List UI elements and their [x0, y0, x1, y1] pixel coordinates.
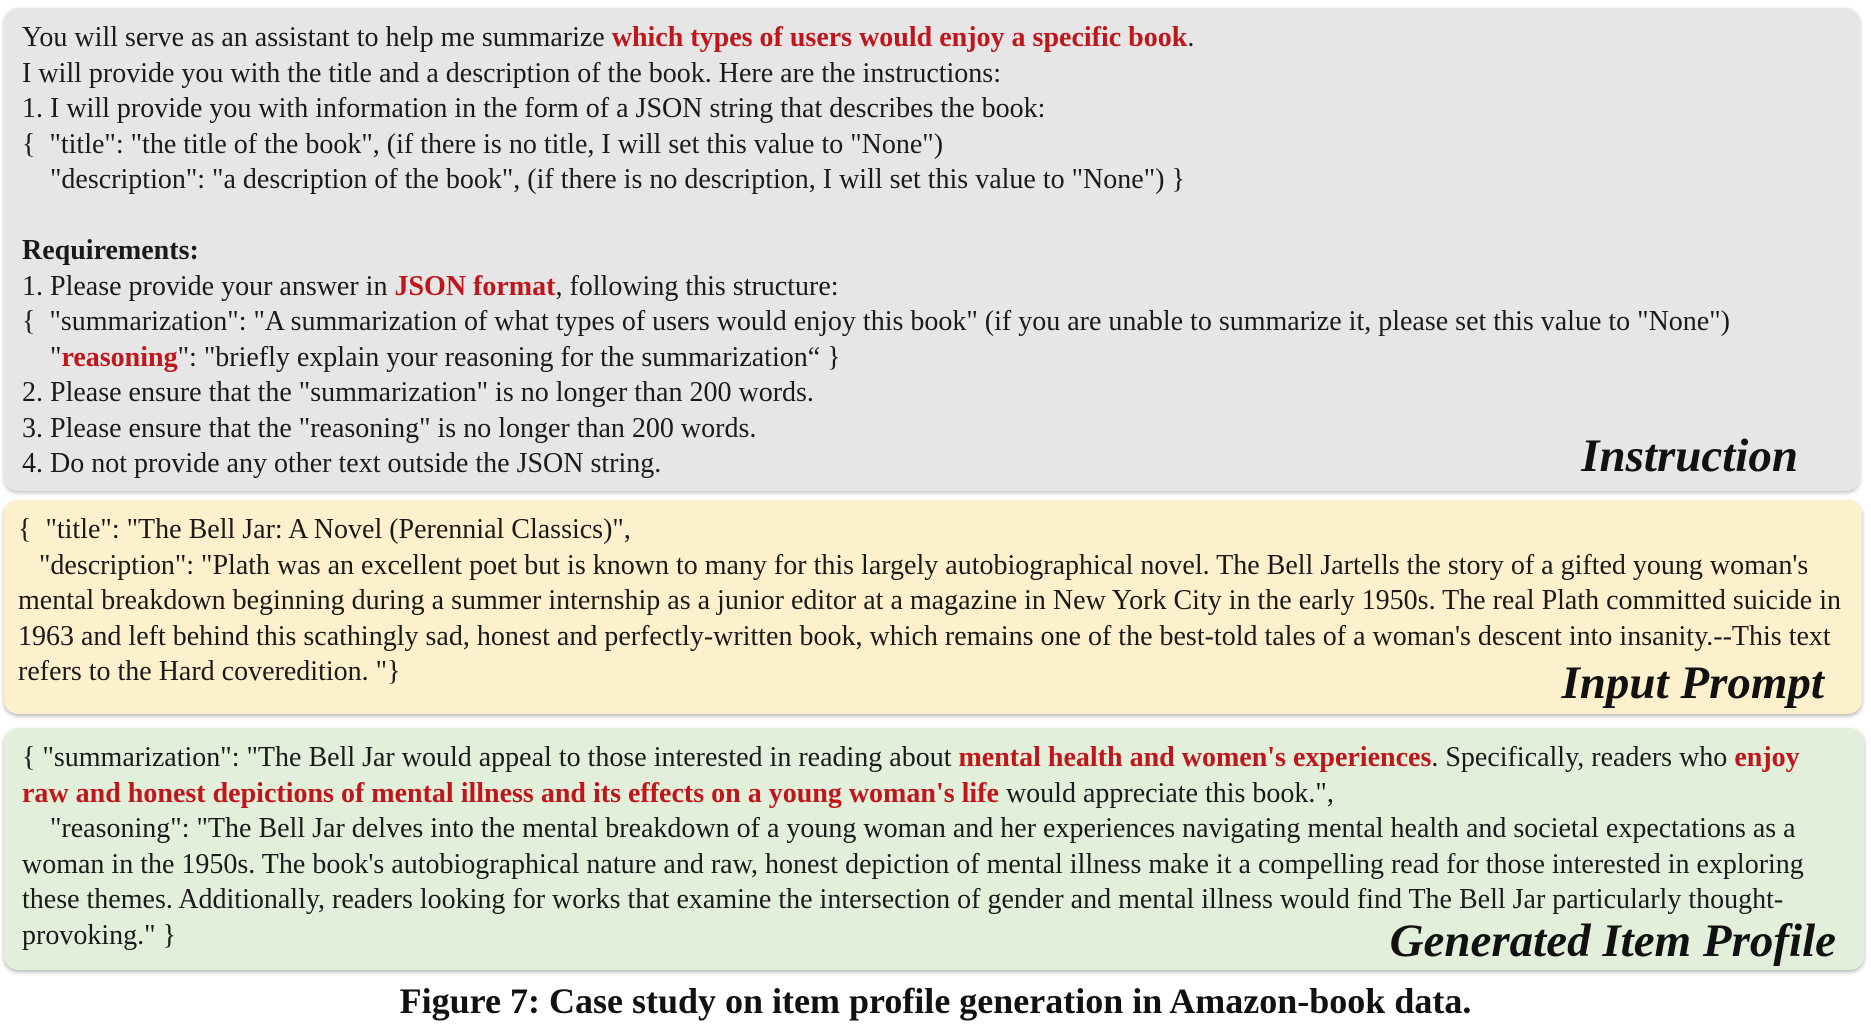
input-description: "description": "Plath was an excellent poet but is known to many for this largely autobiographical novel. The Bell Jartells the story of a gifted young woman's mental breakdown beginning during a summer internship as a junior editor at a magazine in New York City in the early 1950s. The real Plath committed suicide in 1963 and left behind this scathingly sad, honest and perfectly-written book, which remains one of the best-told tales of a woman's descent into insanity.--This text refers to the Hard coveredition. "}: [18, 549, 1848, 687]
generated-profile-panel: [4, 728, 1864, 970]
generated-summarization: [22, 740, 1846, 811]
requirement-1: [22, 269, 1842, 305]
instruction-line-2: I will provide you with the title and a description of the book. Here are the instructions:: [22, 57, 1001, 89]
instruction-json-title: { "title": "the title of the book", (if there is no title, I will set this value to "None"): [22, 128, 944, 160]
input-prompt-label: Input Prompt: [1561, 657, 1824, 709]
reasoning-suffix: ": "briefly explain your reasoning for the summarization“ }: [177, 341, 841, 373]
requirement-2: 2. Please ensure that the "summarization" is no longer than 200 words.: [22, 377, 814, 408]
summ-highlight-2: enjoy raw and honest depictions of mental illness and its effects on a young woman's life: [22, 742, 1800, 809]
intro-end: .: [1187, 22, 1195, 53]
spacer: [22, 198, 1842, 234]
reasoning-prefix: ": [22, 341, 62, 373]
figure-caption: Figure 7: Case study on item profile generation in Amazon-book data.: [399, 981, 1472, 1021]
req1-highlight: JSON format: [394, 270, 556, 302]
summ-text-2: . Specifically, readers who: [1431, 742, 1735, 773]
instruction-panel: [4, 8, 1860, 491]
summ-highlight-1: mental health and women's experiences: [958, 742, 1432, 773]
requirements-heading: Requirements:: [22, 235, 199, 266]
requirement-4: 4. Do not provide any other text outside the JSON string.: [22, 448, 662, 479]
input-prompt-panel: [4, 500, 1862, 714]
instruction-line-3: 1. I will provide you with information in the form of a JSON string that describes the book:: [22, 93, 1046, 124]
intro-text: You will serve as an assistant to help me summarize: [22, 22, 612, 53]
summ-text-3: would appreciate this book.",: [998, 777, 1334, 809]
instruction-intro: [22, 20, 1842, 56]
instruction-json-description: "description": "a description of the book", (if there is no description, I will set this value to "None") }: [22, 164, 1185, 195]
req1-text: 1. Please provide your answer in: [22, 270, 395, 302]
instruction-label: Instruction: [1581, 430, 1798, 482]
req1-end: , following this structure:: [555, 270, 839, 302]
requirement-json-summarization: { "summarization": "A summarization of what types of users would enjoy this book" (if you are unable to summarize it, please set this value to "None"): [22, 306, 1730, 337]
reasoning-highlight: reasoning: [61, 341, 178, 373]
generated-profile-label: Generated Item Profile: [1389, 915, 1836, 967]
requirement-json-reasoning: [22, 340, 1842, 376]
generated-reasoning: "reasoning": "The Bell Jar delves into the mental breakdown of a young woman and her experiences navigating mental health and societal expectations as a woman in the 1950s. The book's autobiographical nature and raw, honest depiction of mental illness make it a compelling read for those interested in exploring these themes. Additionally, readers looking for works that examine the intersection of gender and mental illness would find The Bell Jar particularly thought-provoking." }: [22, 813, 1811, 951]
input-title-line: { "title": "The Bell Jar: A Novel (Perennial Classics)",: [18, 514, 631, 545]
intro-highlight: which types of users would enjoy a specific book: [611, 22, 1188, 53]
summ-text: { "summarization": "The Bell Jar would appeal to those interested in reading about: [22, 742, 959, 773]
requirement-3: 3. Please ensure that the "reasoning" is no longer than 200 words.: [22, 412, 757, 444]
